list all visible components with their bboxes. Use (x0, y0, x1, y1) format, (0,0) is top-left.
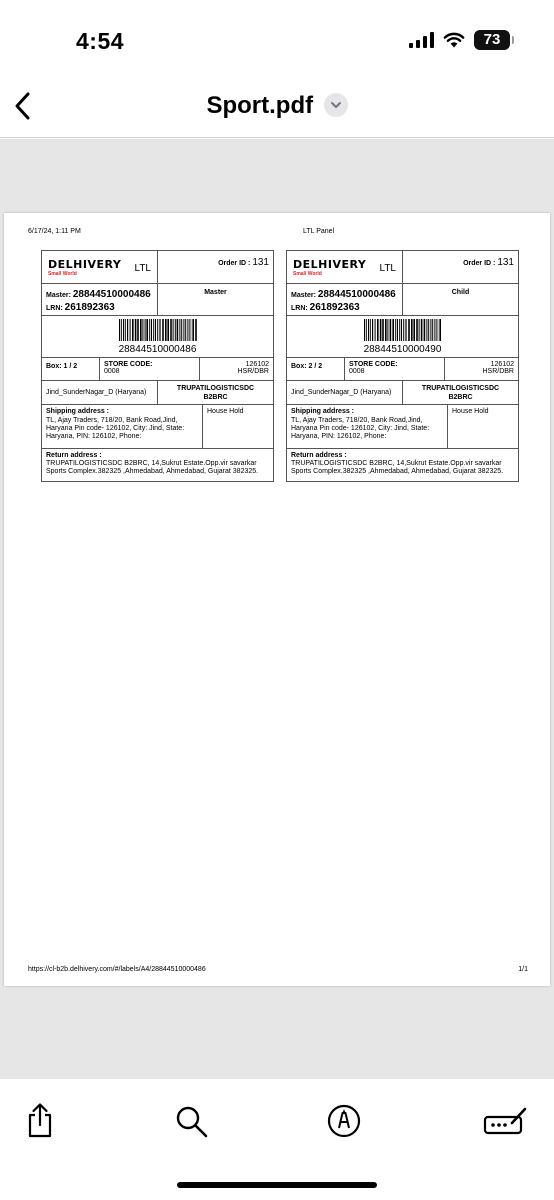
destination-line1: TRUPATILOGISTICSDC (176, 385, 255, 392)
share-button[interactable] (20, 1101, 60, 1141)
shipping-address: TL, Ajay Traders, 718/20, Bank Road,Jind, Haryana Pin code- 126102, City: Jind, State: Haryana, PIN: 126102, Phone: (291, 417, 430, 440)
battery-icon: 73 (474, 30, 510, 50)
logo-tagline: Small World (293, 271, 322, 277)
lrn-number: 261892363 (309, 302, 360, 313)
product-category: House Hold (207, 408, 244, 415)
hub-code: HSR/DBR (482, 368, 514, 375)
order-id-value: 131 (252, 257, 269, 268)
form-fill-button[interactable] (482, 1101, 530, 1141)
box-count: Box: 1 / 2 (42, 358, 100, 380)
box-count: Box: 2 / 2 (287, 358, 345, 380)
form-fill-icon (482, 1101, 530, 1141)
nav-bar (0, 80, 554, 138)
order-id-value: 131 (497, 257, 514, 268)
cellular-signal-icon (409, 32, 434, 48)
product-category: House Hold (452, 408, 489, 415)
store-code-value: 0008 (349, 368, 365, 375)
bottom-toolbar (0, 1079, 554, 1200)
hub-code: HSR/DBR (237, 368, 269, 375)
logo-tagline: Small World (48, 271, 77, 277)
share-icon (20, 1101, 60, 1141)
destination-line2: B2BRC (203, 394, 228, 401)
markup-button[interactable] (324, 1101, 364, 1141)
markup-icon (324, 1101, 364, 1141)
shipping-address-label: Shipping address : (46, 408, 110, 415)
barcode-number: 28844510000486 (118, 344, 197, 355)
home-indicator (177, 1182, 377, 1188)
print-date: 6/17/24, 1:11 PM (28, 228, 81, 235)
lrn-number: 261892363 (64, 302, 115, 313)
search-icon (171, 1101, 211, 1141)
package-role: Child (451, 289, 470, 296)
shipping-label-2 (286, 250, 519, 482)
pdf-viewer[interactable] (0, 139, 554, 1079)
mode-label: LTL (379, 263, 396, 274)
print-url: https://cl-b2b.delhivery.com/#/labels/A4/28844510000486 (28, 966, 206, 973)
return-address-label: Return address : (46, 452, 102, 459)
return-address: TRUPATILOGISTICSDC B2BRC, 14,Sukrut Estate.Opp.vir savarkar Sports Complex.382325 ,Ahmedabad, Ahmedabad, Gujarat 382325. (291, 460, 504, 475)
document-title: Sport.pdf (206, 92, 314, 119)
title-menu-button[interactable] (324, 93, 348, 117)
shipping-address: TL, Ajay Traders, 718/20, Bank Road,Jind, Haryana Pin code- 126102, City: Jind, State: Haryana, PIN: 126102, Phone: (46, 417, 185, 440)
lrn-label: LRN: (291, 305, 308, 312)
return-address: TRUPATILOGISTICSDC B2BRC, 14,Sukrut Estate.Opp.vir savarkar Sports Complex.382325 ,Ahmedabad, Ahmedabad, Gujarat 382325. (46, 460, 259, 475)
order-id-label: Order ID : (218, 260, 251, 267)
store-code-label: STORE CODE: (349, 361, 398, 368)
print-page-number: 1/1 (518, 966, 528, 973)
origin-center: Jind_SunderNagar_D (Haryana) (42, 381, 158, 404)
delhivery-logo: DELHIVERY (293, 258, 367, 271)
print-header: LTL Panel (303, 228, 335, 235)
store-code-value: 0008 (104, 368, 120, 375)
barcode-number: 28844510000490 (363, 344, 442, 355)
shipping-address-label: Shipping address : (291, 408, 355, 415)
chevron-down-icon (324, 93, 348, 117)
pin-code: 126102 (490, 361, 514, 368)
search-button[interactable] (171, 1101, 211, 1141)
wifi-icon (443, 32, 465, 48)
barcode-image (118, 319, 198, 341)
master-label: Master: (46, 292, 71, 299)
destination-line1: TRUPATILOGISTICSDC (421, 385, 500, 392)
status-bar (0, 0, 554, 80)
order-id-label: Order ID : (463, 260, 496, 267)
title-menu[interactable] (0, 92, 554, 120)
origin-center: Jind_SunderNagar_D (Haryana) (287, 381, 403, 404)
master-label: Master: (291, 292, 316, 299)
mode-label: LTL (134, 263, 151, 274)
master-number: 28844510000486 (317, 289, 396, 300)
lrn-label: LRN: (46, 305, 63, 312)
status-icons (409, 30, 510, 50)
destination-line2: B2BRC (448, 394, 473, 401)
pdf-page (4, 213, 550, 986)
shipping-label-1 (41, 250, 274, 482)
return-address-label: Return address : (291, 452, 347, 459)
store-code-label: STORE CODE: (104, 361, 153, 368)
master-number: 28844510000486 (72, 289, 151, 300)
status-time: 4:54 (76, 28, 125, 54)
pin-code: 126102 (245, 361, 269, 368)
barcode-image (363, 319, 443, 341)
delhivery-logo: DELHIVERY (48, 258, 122, 271)
package-role: Master (204, 289, 227, 296)
